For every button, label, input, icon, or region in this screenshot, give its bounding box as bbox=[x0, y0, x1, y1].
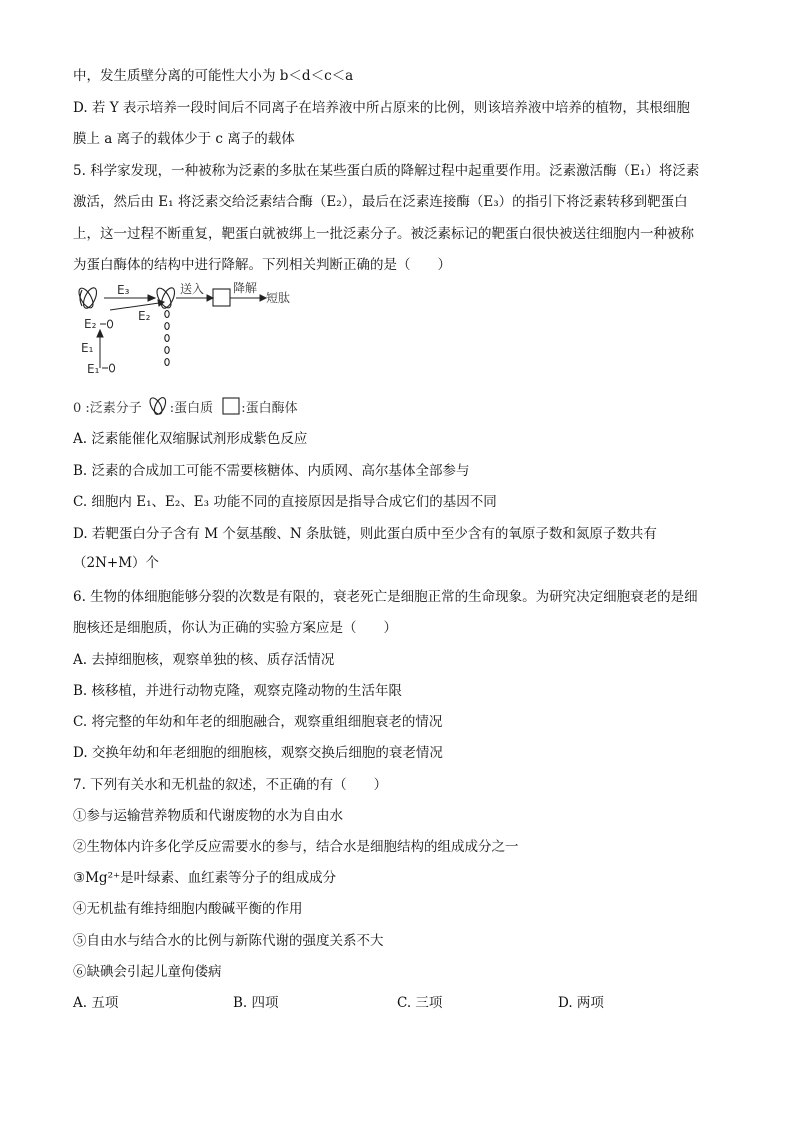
question-6-stem: 6. 生物的体细胞能够分裂的次数是有限的，衰老死亡是细胞正常的生命现象。为研究决定细胞衰老的是细 bbox=[73, 589, 698, 605]
label-e2-right: E₂ bbox=[138, 309, 151, 323]
label-send-in: 送入 bbox=[180, 282, 205, 296]
option-a: A. 去掉细胞核，观察单独的核、质存活情况 bbox=[73, 652, 335, 668]
text-line: 中，发生质壁分离的可能性大小为 b＜d＜c＜a bbox=[73, 68, 354, 84]
statement-item: ①参与运输营养物质和代谢废物的水为自由水 bbox=[73, 808, 343, 824]
statement-item: ⑤自由水与结合水的比例与新陈代谢的强度关系不大 bbox=[73, 933, 384, 949]
option-d-prev: D. 若 Y 表示培养一段时间后不同离子在培养液中所占原来的比例，则该培养液中培养的植物，其根细胞 bbox=[73, 100, 690, 116]
question-5-stem: 5. 科学家发现，一种被称为泛素的多肽在某些蛋白质的降解过程中起重要作用。泛素激活酶（E₁）将泛素 bbox=[73, 163, 700, 179]
option-a: A. 泛素能催化双缩脲试剂形成紫色反应 bbox=[73, 431, 308, 447]
question-5-stem: 为蛋白酶体的结构中进行降解。下列相关判断正确的是（ ） bbox=[73, 257, 451, 273]
statement-item: ⑥缺碘会引起儿童佝偻病 bbox=[73, 964, 222, 980]
label-short-peptide: 短肽 bbox=[266, 291, 291, 305]
target-protein-icon bbox=[76, 286, 99, 310]
legend-proteasome: :蛋白酶体 bbox=[241, 400, 298, 416]
legend-protein: :蛋白质 bbox=[169, 400, 214, 416]
label-e1-upper: E₁ bbox=[81, 341, 94, 355]
label-e3: E₃ bbox=[117, 283, 130, 297]
option-c: C. 将完整的年幼和年老的细胞融合，观察重组细胞衰老的情况 bbox=[73, 714, 443, 730]
protein-legend-icon bbox=[146, 395, 170, 417]
option-a: A. 五项 bbox=[73, 995, 119, 1011]
question-5-stem: 上，这一过程不断重复，靶蛋白就被绑上一批泛素分子。被泛素标记的靶蛋白很快被送往细胞内一种被称 bbox=[73, 226, 694, 242]
label-e2-left: E₂ bbox=[84, 317, 97, 331]
option-d-cont: （2N+M）个 bbox=[73, 555, 160, 571]
statement-item: ④无机盐有维持细胞内酸碱平衡的作用 bbox=[73, 901, 303, 917]
statement-item: ③Mg²⁺是叶绿素、血红素等分子的组成成分 bbox=[73, 870, 337, 886]
label-e1-lower: E₁ bbox=[87, 362, 100, 376]
option-d: D. 若靶蛋白分子含有 M 个氨基酸、N 条肽链，则此蛋白质中至少含有的氧原子数和氮原子数共有 bbox=[73, 526, 657, 542]
question-6-stem: 胞核还是细胞质，你认为正确的实验方案应是（ ） bbox=[73, 620, 397, 636]
ubiquitin-pathway-diagram bbox=[70, 280, 330, 380]
ubiquitin-on-e2 bbox=[100, 320, 113, 328]
option-c: C. 三项 bbox=[397, 995, 443, 1011]
option-b: B. 泛素的合成加工可能不需要核糖体、内质网、高尔基体全部参与 bbox=[73, 463, 470, 479]
proteasome-legend-icon bbox=[221, 397, 241, 415]
tagged-protein-icon bbox=[154, 286, 177, 366]
arrow-degrade bbox=[230, 295, 266, 301]
legend-ubiquitin: 0 :泛素分子 bbox=[73, 400, 142, 416]
option-b: B. 四项 bbox=[233, 995, 279, 1011]
option-d: D. 两项 bbox=[558, 995, 604, 1011]
proteasome-box bbox=[213, 289, 230, 306]
option-c: C. 细胞内 E₁、E₂、E₃ 功能不同的直接原因是指导合成它们的基因不同 bbox=[73, 494, 497, 510]
option-b: B. 核移植，并进行动物克隆，观察克隆动物的生活年限 bbox=[73, 683, 403, 699]
arrow-e3 bbox=[104, 295, 155, 301]
diagram-legend bbox=[73, 395, 298, 417]
question-5-stem: 激活，然后由 E₁ 将泛素交给泛素结合酶（E₂），最后在泛素连接酶（E₃）的指引下将泛素转移到靶蛋白 bbox=[73, 194, 688, 210]
arrow-e2-right bbox=[110, 300, 164, 310]
label-degrade: 降解 bbox=[233, 281, 258, 295]
option-d: D. 交换年幼和年老细胞的细胞核，观察交换后细胞的衰老情况 bbox=[73, 745, 443, 761]
statement-item: ②生物体内许多化学反应需要水的参与，结合水是细胞结构的组成成分之一 bbox=[73, 839, 519, 855]
ubiquitin-on-e1 bbox=[102, 364, 115, 372]
text-line: 膜上 a 离子的载体少于 c 离子的载体 bbox=[73, 131, 295, 147]
question-7-stem: 7. 下列有关水和无机盐的叙述，不正确的有（ ） bbox=[73, 777, 388, 793]
